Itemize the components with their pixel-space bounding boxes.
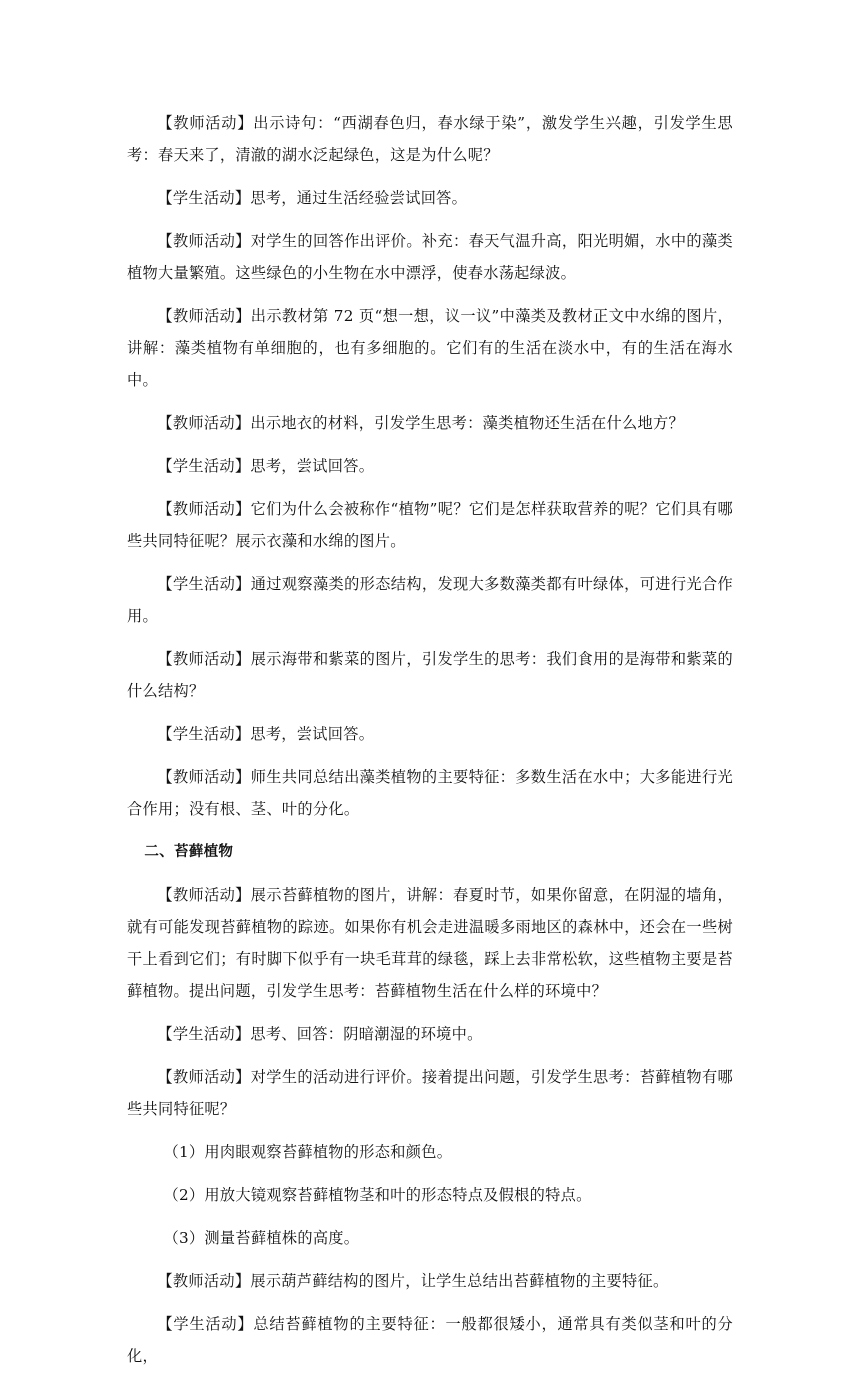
activity-paragraph bbox=[127, 718, 733, 750]
paragraph-text: 出示诗句：“西湖春色归，春水绿于染”，激发学生兴趣，引发学生思考：春天来了，清澈的湖水泛起绿色，这是为什么呢？ bbox=[127, 114, 733, 164]
activity-role-label: 【学生活动】 bbox=[157, 1315, 254, 1333]
activity-role-label: 【教师活动】 bbox=[157, 1272, 251, 1290]
activity-paragraph bbox=[127, 182, 733, 214]
numbered-step bbox=[127, 1222, 733, 1254]
paragraph-text: （3）测量苔藓植株的高度。 bbox=[163, 1229, 360, 1247]
paragraph-text: 师生共同总结出藻类植物的主要特征：多数生活在水中；大多能进行光合作用；没有根、茎、叶的分化。 bbox=[127, 768, 733, 818]
activity-paragraph bbox=[127, 1061, 733, 1125]
paragraph-text: 出示教材第 72 页“想一想，议一议”中藻类及教材正文中水绵的图片，讲解：藻类植物有单细胞的，也有多细胞的。它们有的生活在淡水中，有的生活在海水中。 bbox=[127, 307, 733, 389]
paragraph-text: 思考，尝试回答。 bbox=[250, 725, 375, 743]
paragraph-text: 它们为什么会被称作“植物”呢？它们是怎样获取营养的呢？它们具有哪些共同特征呢？展示衣藻和水绵的图片。 bbox=[127, 500, 733, 550]
activity-role-label: 【教师活动】 bbox=[157, 232, 251, 250]
paragraph-text: （1）用肉眼观察苔藓植物的形态和颜色。 bbox=[163, 1143, 453, 1161]
document-body bbox=[127, 107, 733, 1383]
activity-role-label: 【教师活动】 bbox=[157, 650, 251, 668]
activity-paragraph bbox=[127, 568, 733, 632]
activity-role-label: 【教师活动】 bbox=[157, 114, 254, 132]
activity-role-label: 【教师活动】 bbox=[157, 414, 251, 432]
activity-paragraph bbox=[127, 1308, 733, 1372]
activity-role-label: 【教师活动】 bbox=[157, 1068, 251, 1086]
activity-paragraph bbox=[127, 1265, 733, 1297]
activity-role-label: 【学生活动】 bbox=[157, 457, 251, 475]
activity-paragraph bbox=[127, 107, 733, 171]
activity-role-label: 【学生活动】 bbox=[157, 725, 251, 743]
activity-role-label: 【学生活动】 bbox=[157, 575, 251, 593]
paragraph-text: 展示苔藓植物的图片，讲解：春夏时节，如果你留意，在阴湿的墙角，就有可能发现苔藓植物的踪迹。如果你有机会走进温暖多雨地区的森林中，还会在一些树干上看到它们；有时脚下似乎有一块毛茸茸的绿毯，踩上去非常松软，这些植物主要是苔藓植物。提出问题，引发学生思考：苔藓植物生活在什么样的环境中？ bbox=[127, 886, 733, 1000]
paragraph-text: 思考，通过生活经验尝试回答。 bbox=[250, 189, 468, 207]
activity-role-label: 【教师活动】 bbox=[157, 886, 251, 904]
activity-role-label: 【教师活动】 bbox=[157, 768, 251, 786]
paragraph-text: 出示地衣的材料，引发学生思考：藻类植物还生活在什么地方？ bbox=[250, 414, 684, 432]
paragraph-text: 通过观察藻类的形态结构，发现大多数藻类都有叶绿体，可进行光合作用。 bbox=[127, 575, 733, 625]
paragraph-text: 思考、回答：阴暗潮湿的环境中。 bbox=[250, 1025, 483, 1043]
paragraph-text: 总结苔藓植物的主要特征：一般都很矮小，通常具有类似茎和叶的分化， bbox=[127, 1315, 733, 1365]
activity-role-label: 【学生活动】 bbox=[157, 189, 251, 207]
activity-role-label: 【教师活动】 bbox=[157, 307, 251, 325]
activity-paragraph bbox=[127, 1018, 733, 1050]
paragraph-text: 思考，尝试回答。 bbox=[250, 457, 375, 475]
activity-paragraph bbox=[127, 761, 733, 825]
activity-role-label: 【教师活动】 bbox=[157, 500, 251, 518]
activity-paragraph bbox=[127, 300, 733, 396]
activity-paragraph bbox=[127, 225, 733, 289]
paragraph-text: 展示葫芦藓结构的图片，让学生总结出苔藓植物的主要特征。 bbox=[250, 1272, 669, 1290]
paragraph-text: 展示海带和紫菜的图片，引发学生的思考：我们食用的是海带和紫菜的什么结构？ bbox=[127, 650, 733, 700]
numbered-step bbox=[127, 1136, 733, 1168]
activity-role-label: 【学生活动】 bbox=[157, 1025, 251, 1043]
activity-paragraph bbox=[127, 450, 733, 482]
paragraph-text: 对学生的活动进行评价。接着提出问题，引发学生思考：苔藓植物有哪些共同特征呢？ bbox=[127, 1068, 733, 1118]
activity-paragraph bbox=[127, 493, 733, 557]
paragraph-text: 二、苔藓植物 bbox=[144, 844, 234, 860]
section-heading bbox=[127, 836, 733, 868]
activity-paragraph bbox=[127, 407, 733, 439]
paragraph-text: （2）用放大镜观察苔藓植物茎和叶的形态特点及假根的特点。 bbox=[163, 1186, 592, 1204]
paragraph-text: 对学生的回答作出评价。补充：春天气温升高，阳光明媚，水中的藻类植物大量繁殖。这些绿色的小生物在水中漂浮，使春水荡起绿波。 bbox=[127, 232, 733, 282]
numbered-step bbox=[127, 1179, 733, 1211]
activity-paragraph bbox=[127, 643, 733, 707]
activity-paragraph bbox=[127, 879, 733, 1007]
